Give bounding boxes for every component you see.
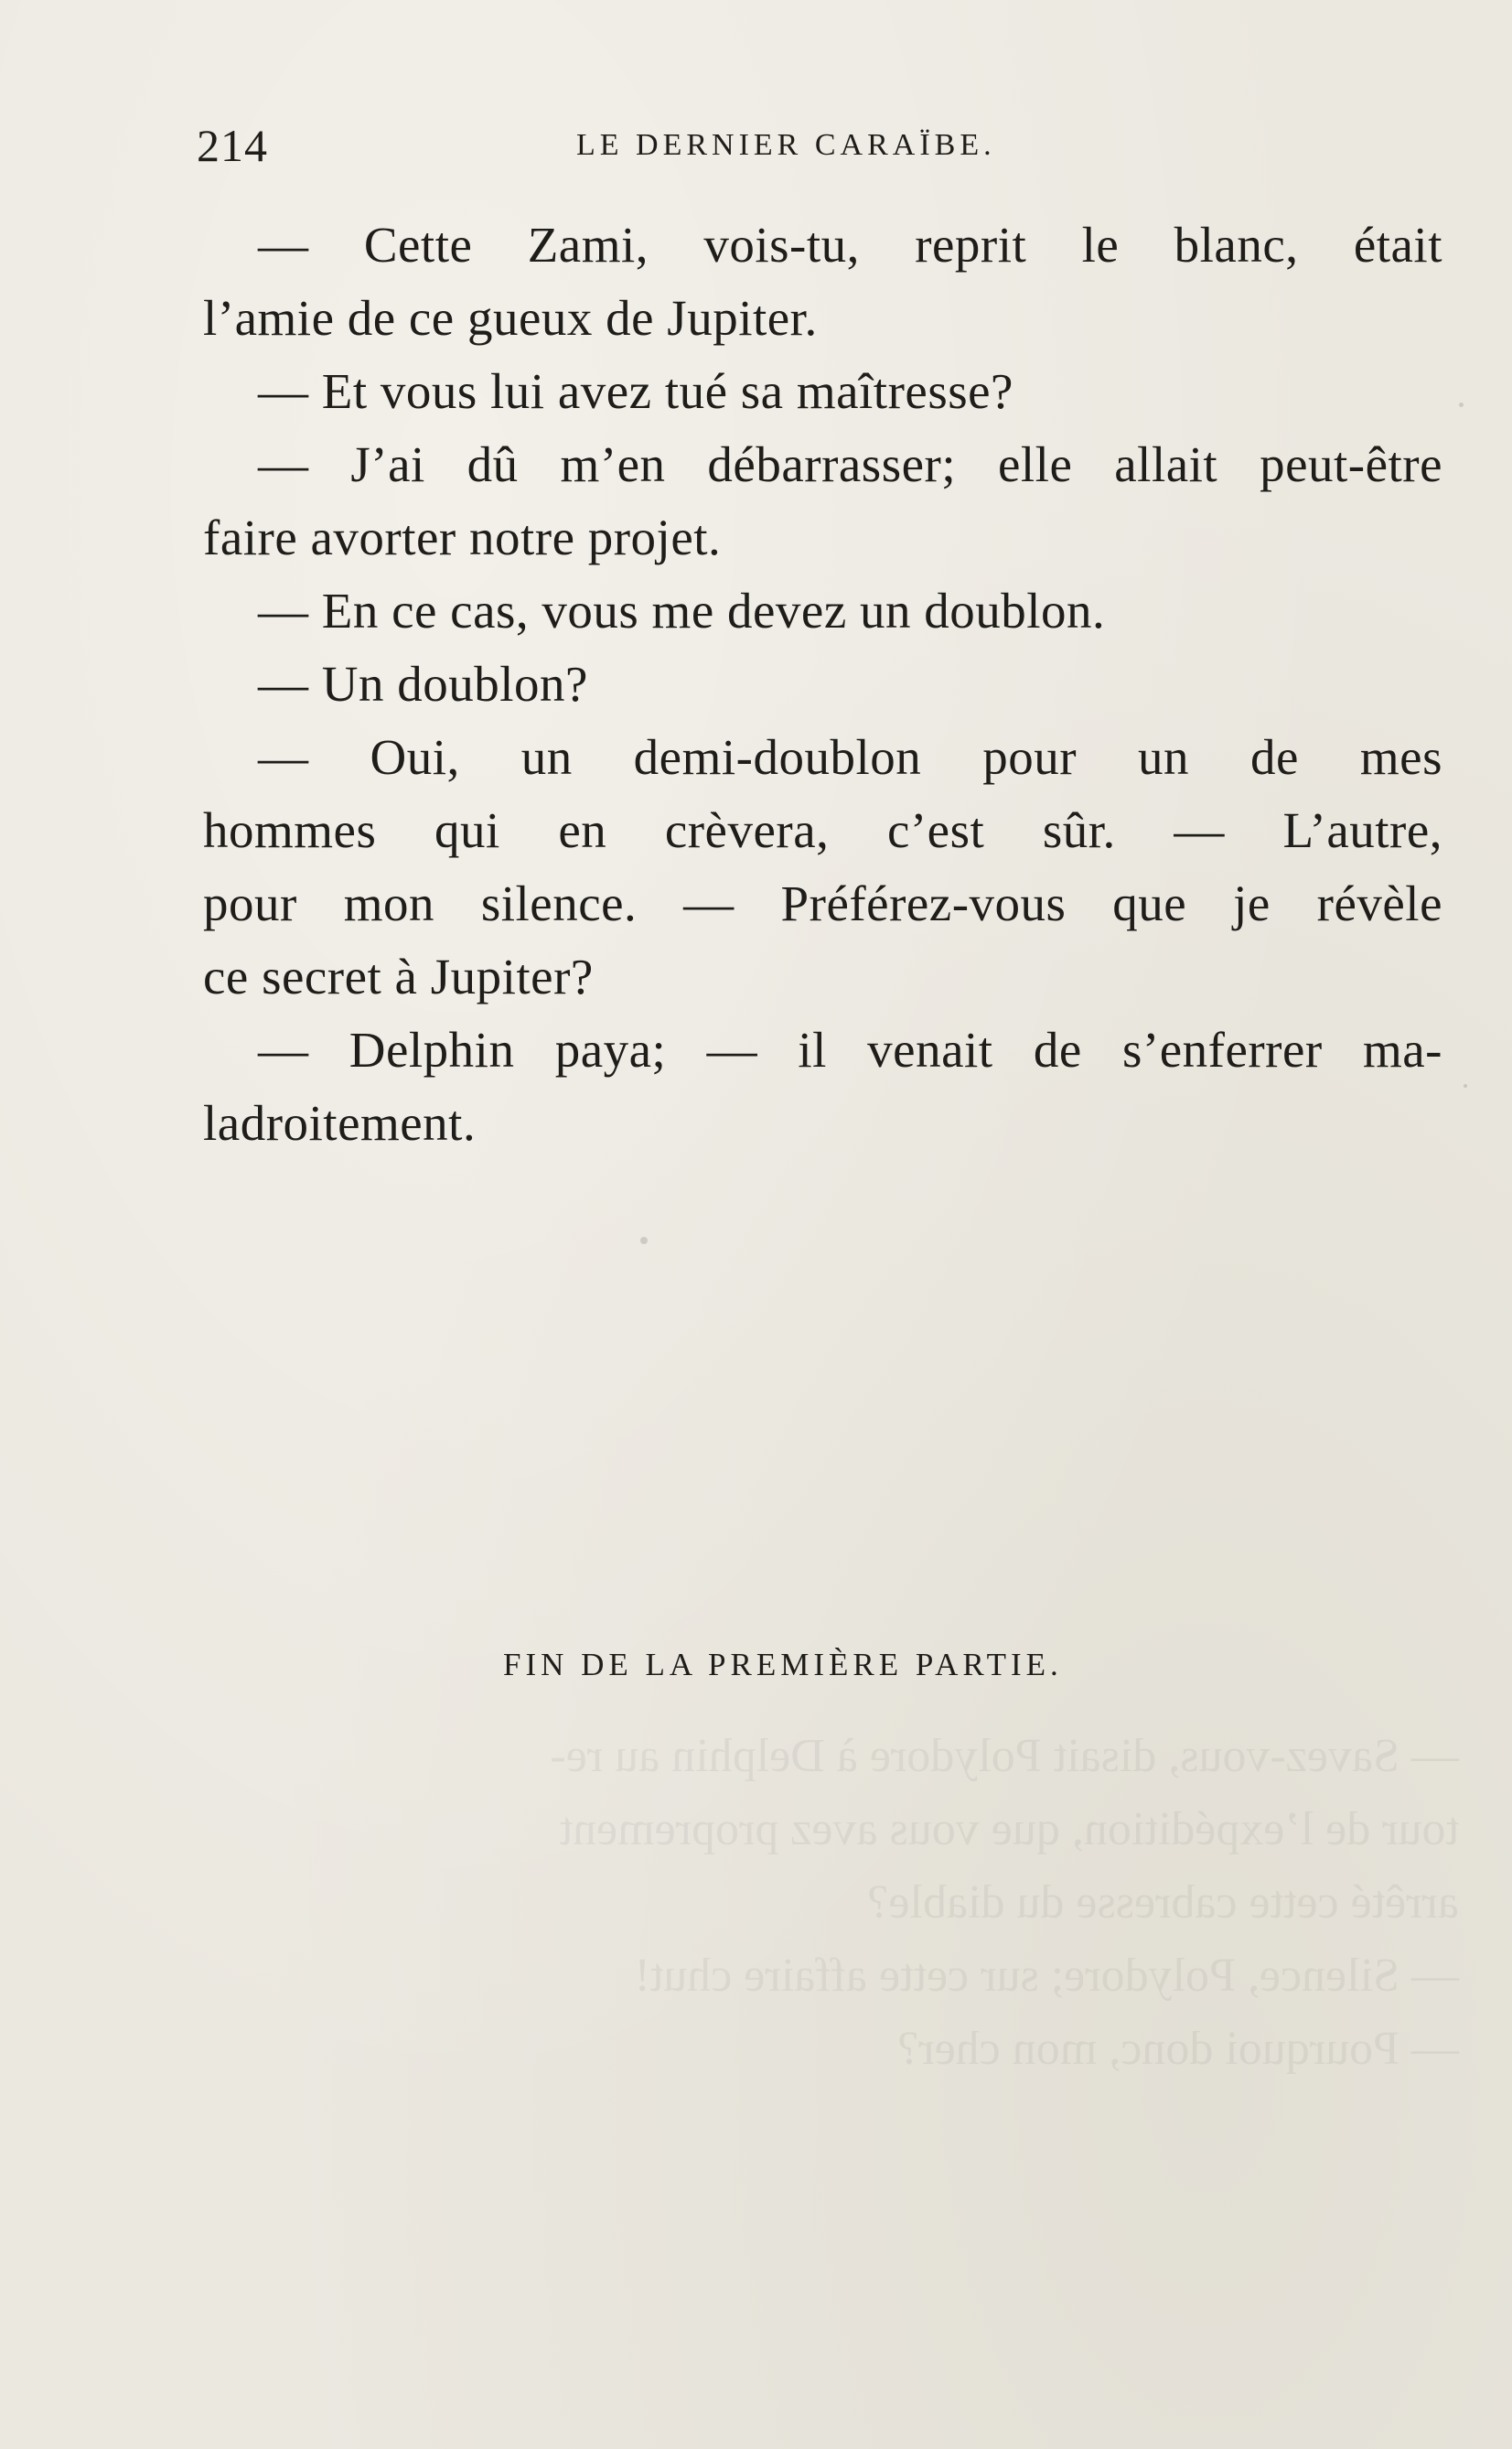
- text-line: — Delphin paya; — il venait de s’enferrer ma-: [258, 1022, 1442, 1078]
- running-title: LE DERNIER CARAÏBE.: [576, 128, 996, 162]
- text-line: — Un doublon?: [258, 656, 588, 712]
- page-number: 214: [197, 120, 268, 171]
- paper-speck: [640, 1237, 648, 1244]
- text-line: — En ce cas, vous me devez un doublon.: [258, 583, 1106, 639]
- text-line: — Cette Zami, vois-tu, reprit le blanc, était: [258, 217, 1442, 273]
- text-line: hommes qui en crèvera, c’est sûr. — L’autre,: [203, 802, 1442, 858]
- page-header: [197, 119, 1422, 174]
- text-line: — J’ai dû m’en débarrasser; elle allait peut-être: [258, 436, 1442, 492]
- text-line: — Et vous lui avez tué sa maîtresse?: [258, 363, 1013, 419]
- text-line: faire avorter notre projet.: [203, 510, 722, 565]
- paper-speck: [1464, 1084, 1467, 1088]
- text-line: l’amie de ce gueux de Jupiter.: [203, 290, 818, 346]
- reverse-side-bleed-through: — Savez-vous, disait Polydore à Delphin au re- tour de l’expédition, que vous avez proprement arrêté cette cabresse du diable? — Silence, Polydore; sur cette affaire chut! — Pourquoi donc, mon cher?: [550, 1730, 1459, 2075]
- text-line: ce secret à Jupiter?: [203, 949, 594, 1004]
- body-text: [203, 209, 1442, 1160]
- text-line: — Oui, un demi-doublon pour un de mes: [258, 729, 1442, 785]
- part-end-marker: FIN DE LA PREMIÈRE PARTIE.: [503, 1647, 1063, 1682]
- paper-speck: [1459, 403, 1464, 407]
- text-line: pour mon silence. — Préférez-vous que je révèle: [203, 875, 1442, 931]
- text-line: ladroitement.: [203, 1095, 477, 1151]
